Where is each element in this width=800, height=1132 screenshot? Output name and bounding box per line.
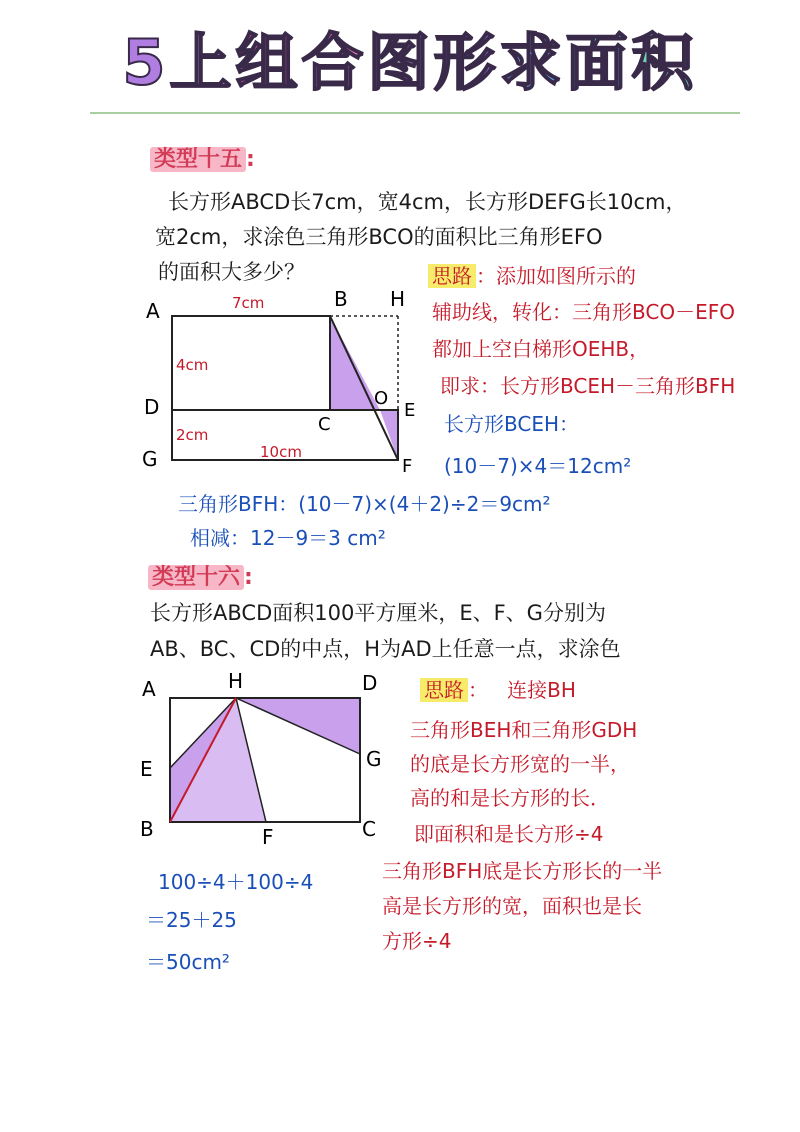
section15-think-line-3: 都加上空白梯形OEHB， — [432, 337, 650, 361]
label-h-16: H — [228, 669, 244, 693]
label-f: F — [402, 456, 413, 477]
section15-problem-line-3: 的面积大多少？ — [158, 260, 305, 284]
section15-calc-line-2: (10－7)×4＝12cm² — [444, 454, 632, 478]
section16-think-line-2: 的底是长方形宽的一半， — [410, 752, 630, 776]
label-b: B — [334, 287, 348, 311]
section16-problem-line-1: 长方形ABCD面积100平方厘米，E、F、G分别为 — [150, 601, 606, 625]
label-o: O — [374, 388, 389, 409]
dim-4cm: 4cm — [176, 356, 209, 374]
title-underline — [90, 112, 740, 114]
section15-calc-line-3: 三角形BFH：(10－7)×(4＋2)÷2＝9cm² — [178, 492, 551, 516]
dim-2cm: 2cm — [176, 426, 209, 444]
label-g-16: G — [366, 747, 382, 771]
section15-calc-line-1: 长方形BCEH： — [444, 412, 580, 436]
label-h: H — [390, 287, 406, 311]
label-d: D — [144, 395, 160, 419]
section16-think-line-5: 三角形BFH底是长方形长的一半 — [382, 859, 663, 883]
section15-problem-line-1: 长方形ABCD长7cm，宽4cm，长方形DEFG长10cm， — [168, 190, 687, 214]
page-title — [70, 14, 750, 112]
section16-calc-line-3: ＝50cm² — [146, 950, 230, 974]
label-a: A — [146, 299, 160, 323]
section16-header: 类型十六 : — [148, 560, 253, 591]
section16-think-line-1: 三角形BEH和三角形GDH — [410, 718, 638, 742]
section15-header: 类型十五 : — [150, 142, 255, 173]
label-c-16: C — [362, 817, 376, 841]
section16-think-line-3: 高的和是长方形的长． — [410, 786, 610, 810]
think-label: 思路 — [428, 264, 476, 288]
section16-calc-line-1: 100÷4＋100÷4 — [158, 870, 314, 894]
label-c: C — [318, 414, 331, 435]
think-label-16: 思路 — [420, 678, 468, 702]
label-g: G — [142, 447, 158, 471]
label-f-16: F — [262, 825, 274, 848]
section16-think-line-7: 方形÷4 — [382, 929, 452, 953]
section15-problem-line-2: 宽2cm，求涂色三角形BCO的面积比三角形EFO — [155, 225, 603, 249]
section15-calc-line-4: 相减：12－9＝3 cm² — [190, 526, 386, 550]
label-d-16: D — [362, 671, 378, 695]
section15-think-line-2: 辅助线，转化：三角形BCO－EFO — [432, 300, 735, 324]
section16-calc-line-2: ＝25＋25 — [146, 908, 237, 932]
section15-think-line-4: 即求：长方形BCEH－三角形BFH — [440, 374, 736, 398]
section16-problem-line-2: AB、BC、CD的中点，H为AD上任意一点，求涂色 — [150, 637, 621, 661]
label-e-16: E — [140, 757, 153, 781]
label-b-16: B — [140, 817, 154, 841]
section15-figure — [130, 282, 420, 482]
section16-think: 思路 ： 连接BH — [420, 674, 576, 703]
dim-7cm: 7cm — [232, 294, 265, 312]
section16-figure — [130, 668, 390, 848]
label-e: E — [404, 400, 416, 421]
section16-think-line-4: 即面积和是长方形÷4 — [414, 822, 604, 846]
title-text: 5上组合图形求面积 — [122, 26, 698, 99]
dim-10cm: 10cm — [260, 443, 302, 461]
label-a-16: A — [142, 677, 156, 701]
section15-think: 思路 ：添加如图所示的 — [428, 260, 636, 289]
section16-think-line-6: 高是长方形的宽，面积也是长 — [382, 894, 642, 918]
